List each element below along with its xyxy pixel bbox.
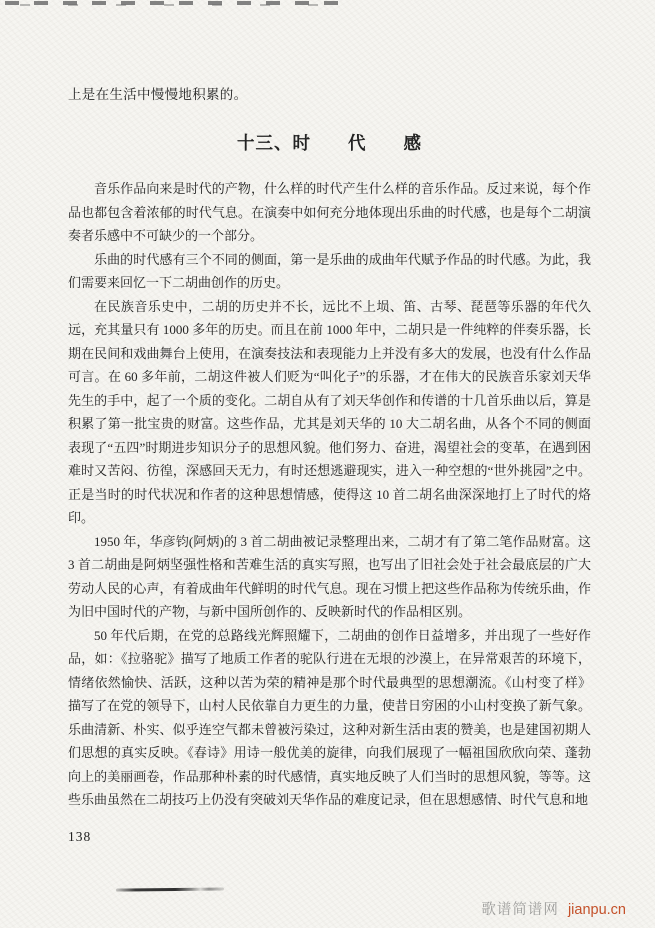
scan-edge-marks-secondary — [20, 4, 320, 6]
watermark — [481, 898, 626, 919]
watermark-site-url: jianpu.cn — [567, 902, 626, 918]
paragraph: 乐曲的时代感有三个不同的侧面，第一是乐曲的成曲年代赋予作品的时代感。为此，我们需要来回忆一下二胡曲创作的历史。 — [68, 251, 591, 290]
paragraph: 在民族音乐史中，二胡的历史并不长，远比不上埙、笛、古琴、琵琶等乐器的年代久远，充其量只有 1000 多年的历史。而且在前 1000 年中，二胡只是一件纯粹的伴奏乐器，长期在民间和戏曲舞台上使用，在演奏技法和表现能力上并没有多大的发展，也没有什么作品可言。在 60 多年前，二胡这件被人们贬为“叫化子”的乐器，才在伟大的民族音乐家刘天华先生的手中，起了一个质的变化。二胡自从有了刘天华创作和传谱的十几首乐曲以后，算是积累了第一批宝贵的财富。这些作品，尤其是刘天华的 10 大二胡名曲，从各个不同的侧面表现了“五四”时期进步知识分子的思想风貌。他们努力、奋进，渴望社会的变革，在遇到困难时又苦闷、彷徨，深感回天无力，有时还想逃避现实，进入一种空想的“世外挑园”之中。正是当时的时代状况和作者的这种思想情感，使得这 10 首二胡名曲深深地打上了时代的烙印。 — [68, 298, 591, 525]
watermark-site-name: 歌谱简谱网 — [481, 902, 559, 918]
body-text-block — [68, 177, 591, 812]
page-number: 138 — [68, 829, 92, 844]
continuation-text: 上是在生活中慢慢地积累的。 — [68, 87, 248, 102]
ink-smudge-mark — [116, 887, 224, 891]
paragraph: 1950 年，华彦钧(阿炳)的 3 首二胡曲被记录整理出来，二胡才有了第二笔作品财富。这 3 首二胡曲是阿炳坚强性格和苦难生活的真实写照，也写出了旧社会处于社会最底层的广大劳动人民的心声，有着成曲年代鲜明的时代气息。现在习惯上把这些作品称为传统乐曲，作为旧中国时代的产物，与新中国所创作的、反映新时代的作品相区别。 — [68, 533, 591, 619]
chapter-title: 十三、时 代 感 — [237, 133, 422, 153]
paragraph: 50 年代后期，在党的总路线光辉照耀下，二胡曲的创作日益增多，并出现了一些好作品，如：《拉骆驼》描写了地质工作者的驼队行进在无垠的沙漠上，在异常艰苦的环境下，情绪依然愉快、活跃，这种以苦为荣的精神是那个时代最典型的思想潮流。《山村变了样》描写了在党的领导下，山村人民依靠自力更生的力量，使昔日穷困的小山村变换了新气象。乐曲清新、朴实、似乎连空气都未曾被污染过，这种对新生活由衷的赞美，也是建国初期人们思想的真实反映。《春诗》用诗一般优美的旋律，向我们展现了一幅祖国欣欣向荣、蓬勃向上的美丽画卷，作品那种朴素的时代感情，真实地反映了人们当时的思想风貌，等等。这些乐曲虽然在二胡技巧上仍没有突破刘天华作品的难度记录，但在思想感情、时代气息和地 — [68, 627, 591, 807]
paragraph: 音乐作品向来是时代的产物，什么样的时代产生什么样的音乐作品。反过来说，每个作品也都包含着浓郁的时代气息。在演奏中如何充分地体现出乐曲的时代感，也是每个二胡演奏者乐感中不可缺少的一个部分。 — [68, 181, 591, 243]
